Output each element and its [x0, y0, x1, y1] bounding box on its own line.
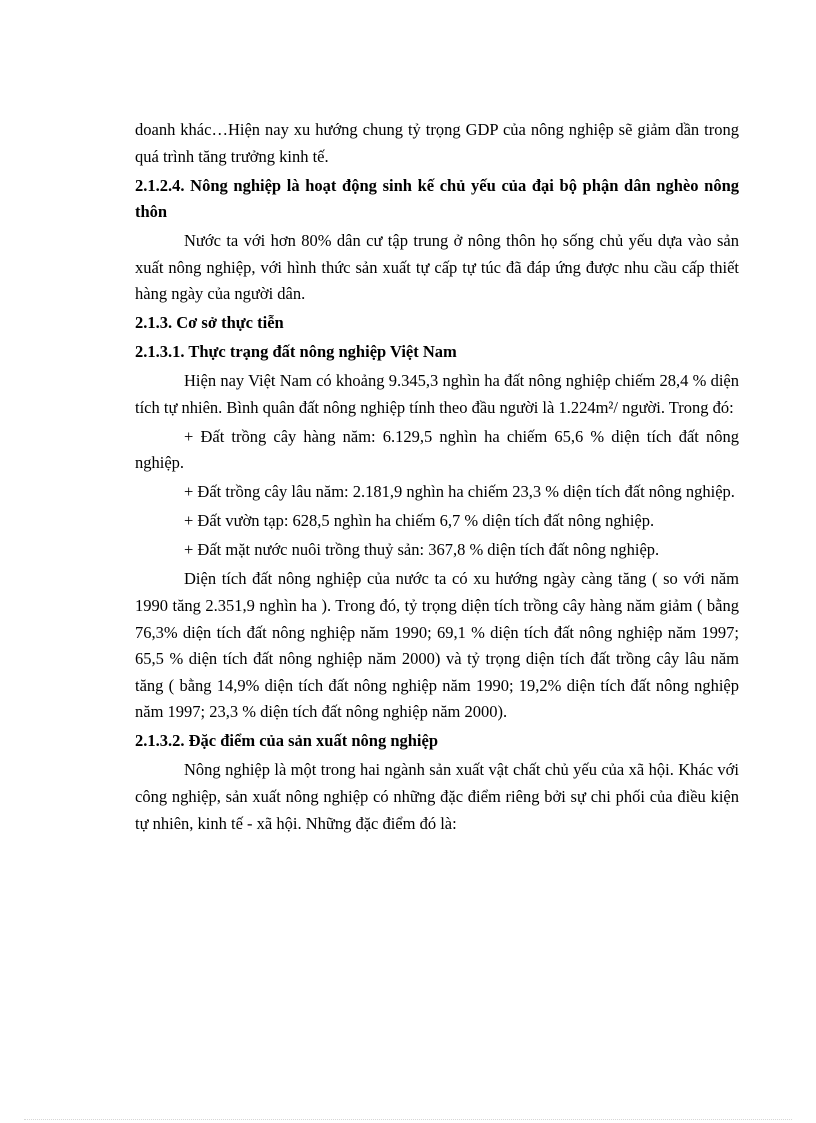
list-item: + Đất trồng cây lâu năm: 2.181,9 nghìn ha chiếm 23,3 % diện tích đất nông nghiệp. — [184, 482, 735, 502]
section-heading: 2.1.3.1. Thực trạng đất nông nghiệp Việt Nam — [135, 342, 457, 362]
list-item: + Đất vườn tạp: 628,5 nghìn ha chiếm 6,7 % diện tích đất nông nghiệp. — [184, 511, 655, 531]
paragraph: Diện tích đất nông nghiệp của nước ta có xu hướng ngày càng tăng ( so với năm 1990 tăng 2.351,9 nghìn ha ). Trong đó, tỷ trọng diện tích trồng cây hàng năm giảm ( bằng 76,3% diện tích đất nông nghiệp năm 1990; 69,1 % diện tích đất nông nghiệp năm 1997; 65,5 % diện tích đất nông nghiệp năm 2000) và tỷ trọng diện tích đất trồng cây lâu năm tăng ( bằng 14,9% diện tích đất nông nghiệp năm 1990; 19,2% diện tích đất nông nghiệp năm 1997; 23,3 % diện tích đất nông nghiệp năm 2000). — [135, 569, 739, 722]
document-body — [135, 117, 739, 840]
section-heading: 2.1.2.4. Nông nghiệp là hoạt động sinh kế chủ yếu của đại bộ phận dân nghèo nông thôn — [135, 175, 739, 222]
list-item: + Đất trồng cây hàng năm: 6.129,5 nghìn ha chiếm 65,6 % diện tích đất nông nghiệp. — [135, 426, 739, 473]
paragraph: Nông nghiệp là một trong hai ngành sản xuất vật chất chủ yếu của xã hội. Khác với công nghiệp, sản xuất nông nghiệp có những đặc điểm riêng bởi sự chi phối của điều kiện tự nhiên, kinh tế - xã hội. Những đặc điểm đó là: — [135, 760, 739, 833]
section-heading: 2.1.3.2. Đặc điểm của sản xuất nông nghiệp — [135, 731, 439, 751]
paragraph: Hiện nay Việt Nam có khoảng 9.345,3 nghìn ha đất nông nghiệp chiếm 28,4 % diện tích tự nhiên. Bình quân đất nông nghiệp tính theo đầu người là 1.224m²/ người. Trong đó: — [135, 371, 739, 417]
page-bottom-rule — [24, 1119, 792, 1120]
paragraph: doanh khác…Hiện nay xu hướng chung tỷ trọng GDP của nông nghiệp sẽ giảm dần trong quá trình tăng trưởng kinh tế. — [135, 120, 739, 166]
paragraph: Nước ta với hơn 80% dân cư tập trung ở nông thôn họ sống chủ yếu dựa vào sản xuất nông nghiệp, với hình thức sản xuất tự cấp tự túc đã đáp ứng được nhu cầu cấp thiết hàng ngày của người dân. — [135, 231, 739, 304]
section-heading: 2.1.3. Cơ sở thực tiễn — [135, 313, 284, 333]
list-item: + Đất mặt nước nuôi trồng thuỷ sản: 367,8 % diện tích đất nông nghiệp. — [184, 540, 660, 560]
